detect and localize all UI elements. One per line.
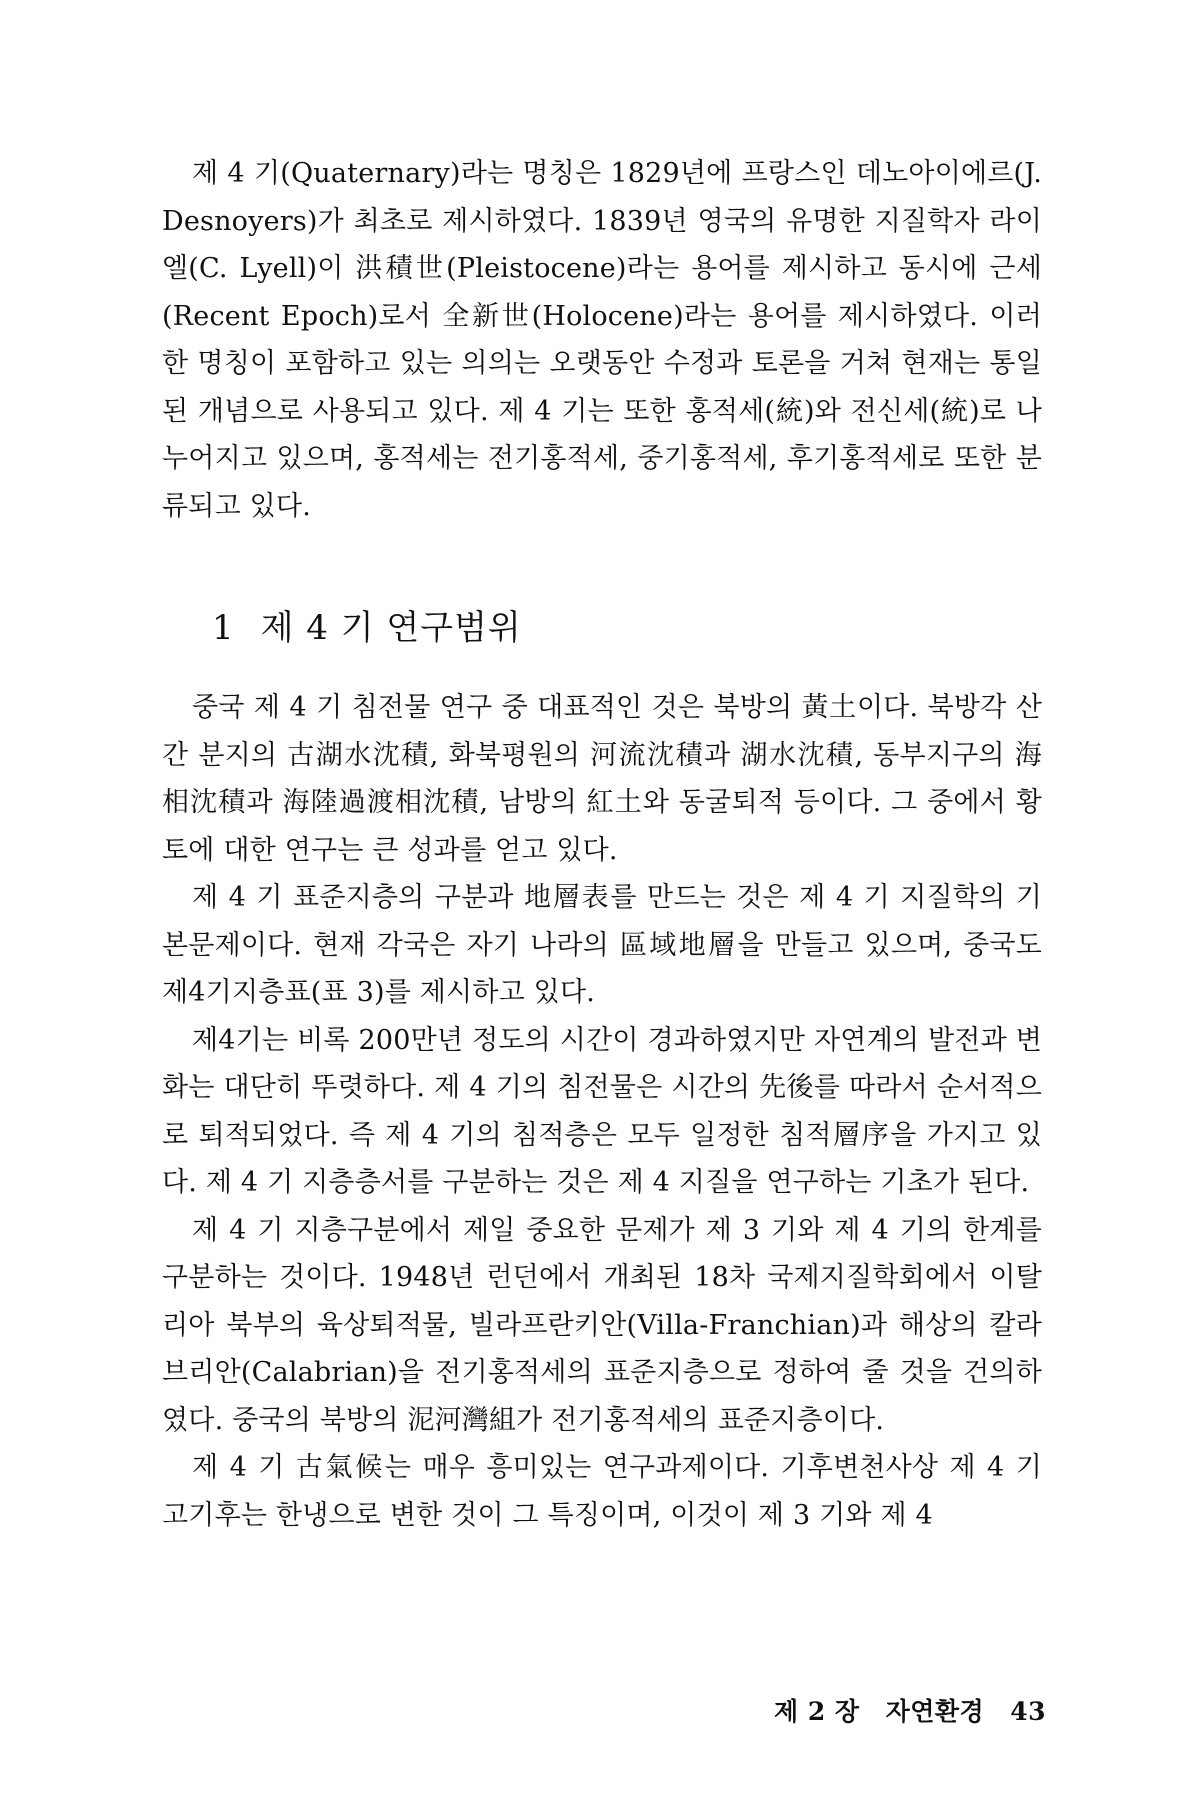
footer-chapter: 제 2 장 <box>773 1697 860 1726</box>
intro-paragraph: 제 4 기(Quaternary)라는 명칭은 1829년에 프랑스인 데노아이에르(J. Desnoyers)가 최초로 제시하였다. 1839년 영국의 유명한 지질학자 라이엘(C. Lyell)이 洪積世(Pleistocene)라는 용어를 제시하고 동시에 근세(Recent Epoch)로서 全新世(Holocene)라는 용어를 제시하였다. 이러한 명칭이 포함하고 있는 의의는 오랫동안 수정과 토론을 거쳐 현재는 통일된 개념으로 사용되고 있다. 제 4 기는 또한 홍적세(統)와 전신세(統)로 나누어지고 있으며, 홍적세는 전기홍적세, 중기홍적세, 후기홍적세로 또한 분류되고 있다. <box>162 158 1042 522</box>
section-heading <box>212 600 522 649</box>
body-paragraph: 제 4 기 古氣候는 매우 흥미있는 연구과제이다. 기후변천사상 제 4 기 고기후는 한냉으로 변한 것이 그 특징이며, 이것이 제 3 기와 제 4 <box>162 1452 1042 1531</box>
body-paragraph: 제 4 기 지층구분에서 제일 중요한 문제가 제 3 기와 제 4 기의 한계를 구분하는 것이다. 1948년 런던에서 개최된 18차 국제지질학회에서 이탈리아 북부의 육상퇴적물, 빌라프란키안(Villa-Franchian)과 해상의 칼라브리안(Calabrian)을 전기홍적세의 표준지층으로 정하여 줄 것을 건의하였다. 중국의 북방의 泥河灣組가 전기홍적세의 표준지층이다. <box>162 1214 1042 1436</box>
section-number: 1 <box>212 608 235 648</box>
page-footer <box>774 1692 1046 1728</box>
intro-block <box>162 150 1042 530</box>
footer-chapter-title: 자연환경 <box>885 1697 985 1726</box>
section-title: 제 4 기 연구범위 <box>260 608 522 648</box>
body-paragraph: 제 4 기 표준지층의 구분과 地層表를 만드는 것은 제 4 기 지질학의 기본문제이다. 현재 각국은 자기 나라의 區域地層을 만들고 있으며, 중국도 제4기지층표(표 3)를 제시하고 있다. <box>162 882 1042 1008</box>
page-number: 43 <box>1010 1697 1046 1726</box>
section-body <box>162 684 1042 1539</box>
body-paragraph: 제4기는 비록 200만년 정도의 시간이 경과하였지만 자연계의 발전과 변화는 대단히 뚜렷하다. 제 4 기의 침전물은 시간의 先後를 따라서 순서적으로 퇴적되었다. 즉 제 4 기의 침적층은 모두 일정한 침적層序을 가지고 있다. 제 4 기 지층층서를 구분하는 것은 제 4 지질을 연구하는 기초가 된다. <box>162 1024 1042 1198</box>
body-paragraph: 중국 제 4 기 침전물 연구 중 대표적인 것은 북방의 黃土이다. 북방각 산간 분지의 古湖水沈積, 화북평원의 河流沈積과 湖水沈積, 동부지구의 海相沈積과 海陸過渡相沈積, 남방의 紅土와 동굴퇴적 등이다. 그 중에서 황토에 대한 연구는 큰 성과를 얻고 있다. <box>162 692 1042 866</box>
